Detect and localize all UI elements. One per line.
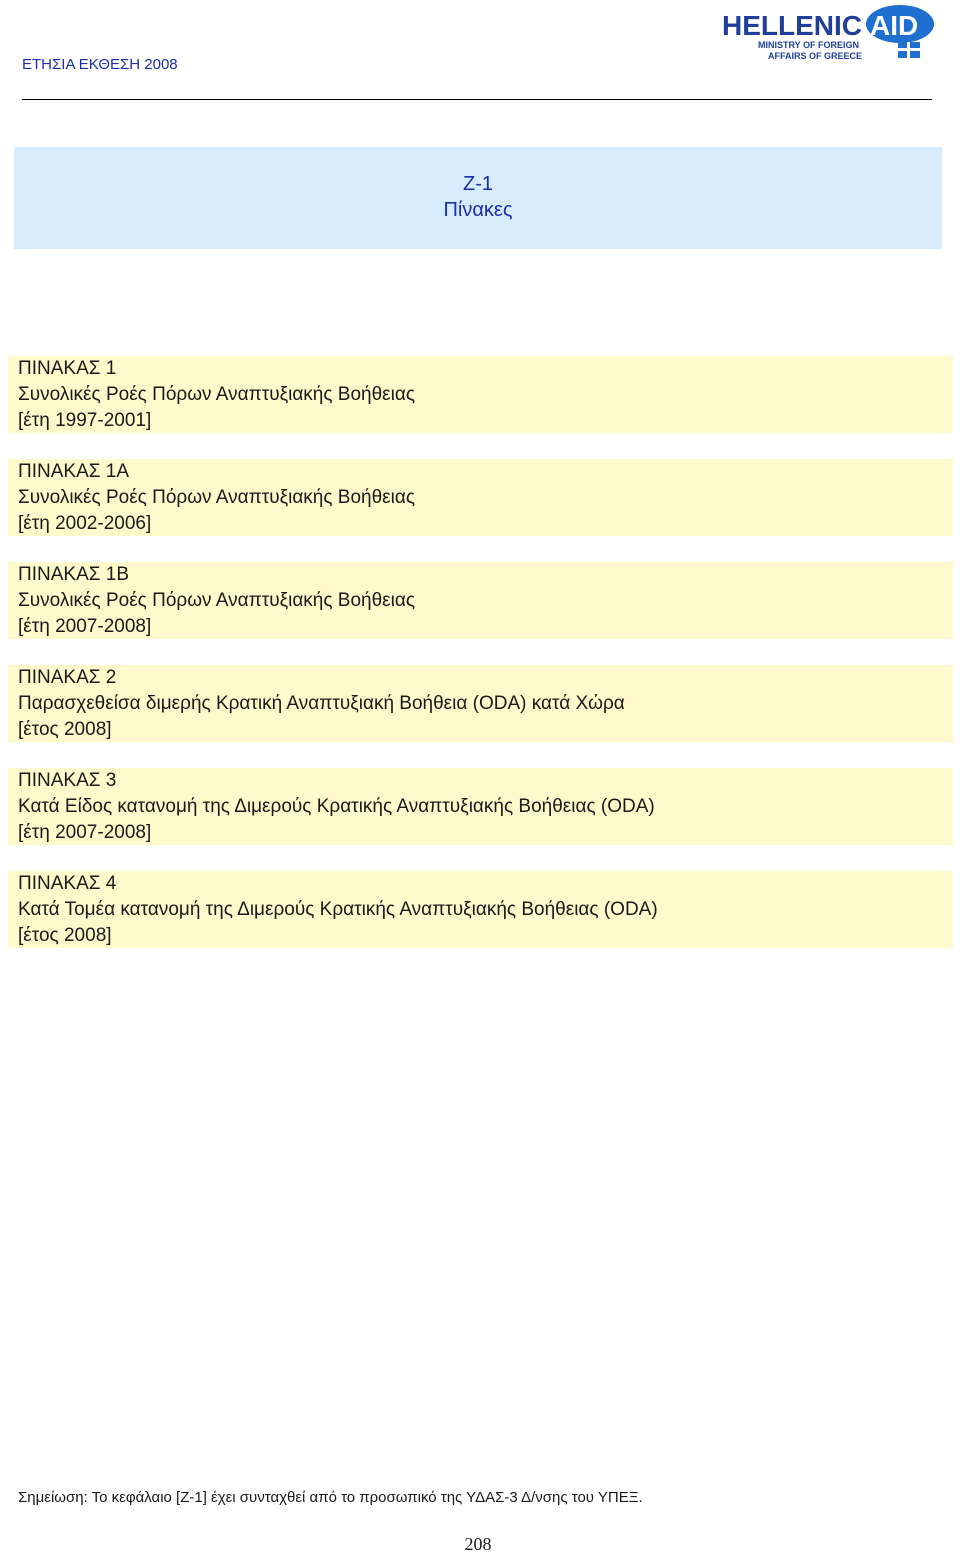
table-description: Κατά Τομέα κατανομή της Διμερούς Κρατικής Αναπτυξιακής Βοήθειας (ODA) <box>18 899 658 920</box>
table-entry <box>8 768 953 845</box>
table-name: ΠΙΝΑΚΑΣ 2 <box>18 667 117 688</box>
table-entry <box>8 871 953 948</box>
logo-line-2: AFFAIRS OF GREECE <box>768 51 863 61</box>
table-name: ΠΙΝΑΚΑΣ 3 <box>18 770 117 791</box>
table-period: [έτος 2008] <box>18 719 112 740</box>
table-list <box>8 356 953 974</box>
table-name: ΠΙΝΑΚΑΣ 1 <box>18 358 117 379</box>
report-title: ΕΤΗΣΙΑ ΕΚΘΕΣΗ 2008 <box>22 56 178 73</box>
table-description: Συνολικές Ροές Πόρων Αναπτυξιακής Βοήθειας <box>18 384 416 405</box>
hellenic-aid-logo <box>720 2 935 72</box>
header-rule <box>22 99 932 100</box>
table-entry <box>8 356 953 433</box>
chapter-subtitle: Πίνακες <box>443 199 513 221</box>
logo-brand-text: HELLENIC <box>722 10 862 41</box>
table-entry <box>8 459 953 536</box>
table-description: Συνολικές Ροές Πόρων Αναπτυξιακής Βοήθειας <box>18 487 416 508</box>
table-period: [έτη 2007-2008] <box>18 616 152 637</box>
table-period: [έτος 2008] <box>18 925 112 946</box>
logo-line-1: MINISTRY OF FOREIGN <box>758 40 860 50</box>
chapter-banner <box>14 147 942 249</box>
table-period: [έτη 1997-2001] <box>18 410 152 431</box>
table-entry <box>8 562 953 639</box>
table-name: ΠΙΝΑΚΑΣ 4 <box>18 873 117 894</box>
table-description: Παρασχεθείσα διμερής Κρατική Αναπτυξιακή Βοήθεια (ODA) κατά Χώρα <box>18 693 625 714</box>
table-entry <box>8 665 953 742</box>
table-period: [έτη 2007-2008] <box>18 822 152 843</box>
logo-aid-text: AID <box>870 10 919 41</box>
footnote: Σημείωση: Το κεφάλαιο [Ζ-1] έχει συνταχθεί από το προσωπικό της ΥΔΑΣ-3 Δ/νσης του ΥΠΕΞ. <box>18 1489 643 1506</box>
table-name: ΠΙΝΑΚΑΣ 1Α <box>18 461 130 482</box>
page-number: 208 <box>464 1534 492 1554</box>
table-name: ΠΙΝΑΚΑΣ 1Β <box>18 564 130 585</box>
chapter-code: Ζ-1 <box>463 173 493 195</box>
table-period: [έτη 2002-2006] <box>18 513 152 534</box>
table-description: Συνολικές Ροές Πόρων Αναπτυξιακής Βοήθειας <box>18 590 416 611</box>
table-description: Κατά Είδος κατανομή της Διμερούς Κρατικής Αναπτυξιακής Βοήθειας (ODA) <box>18 796 655 817</box>
